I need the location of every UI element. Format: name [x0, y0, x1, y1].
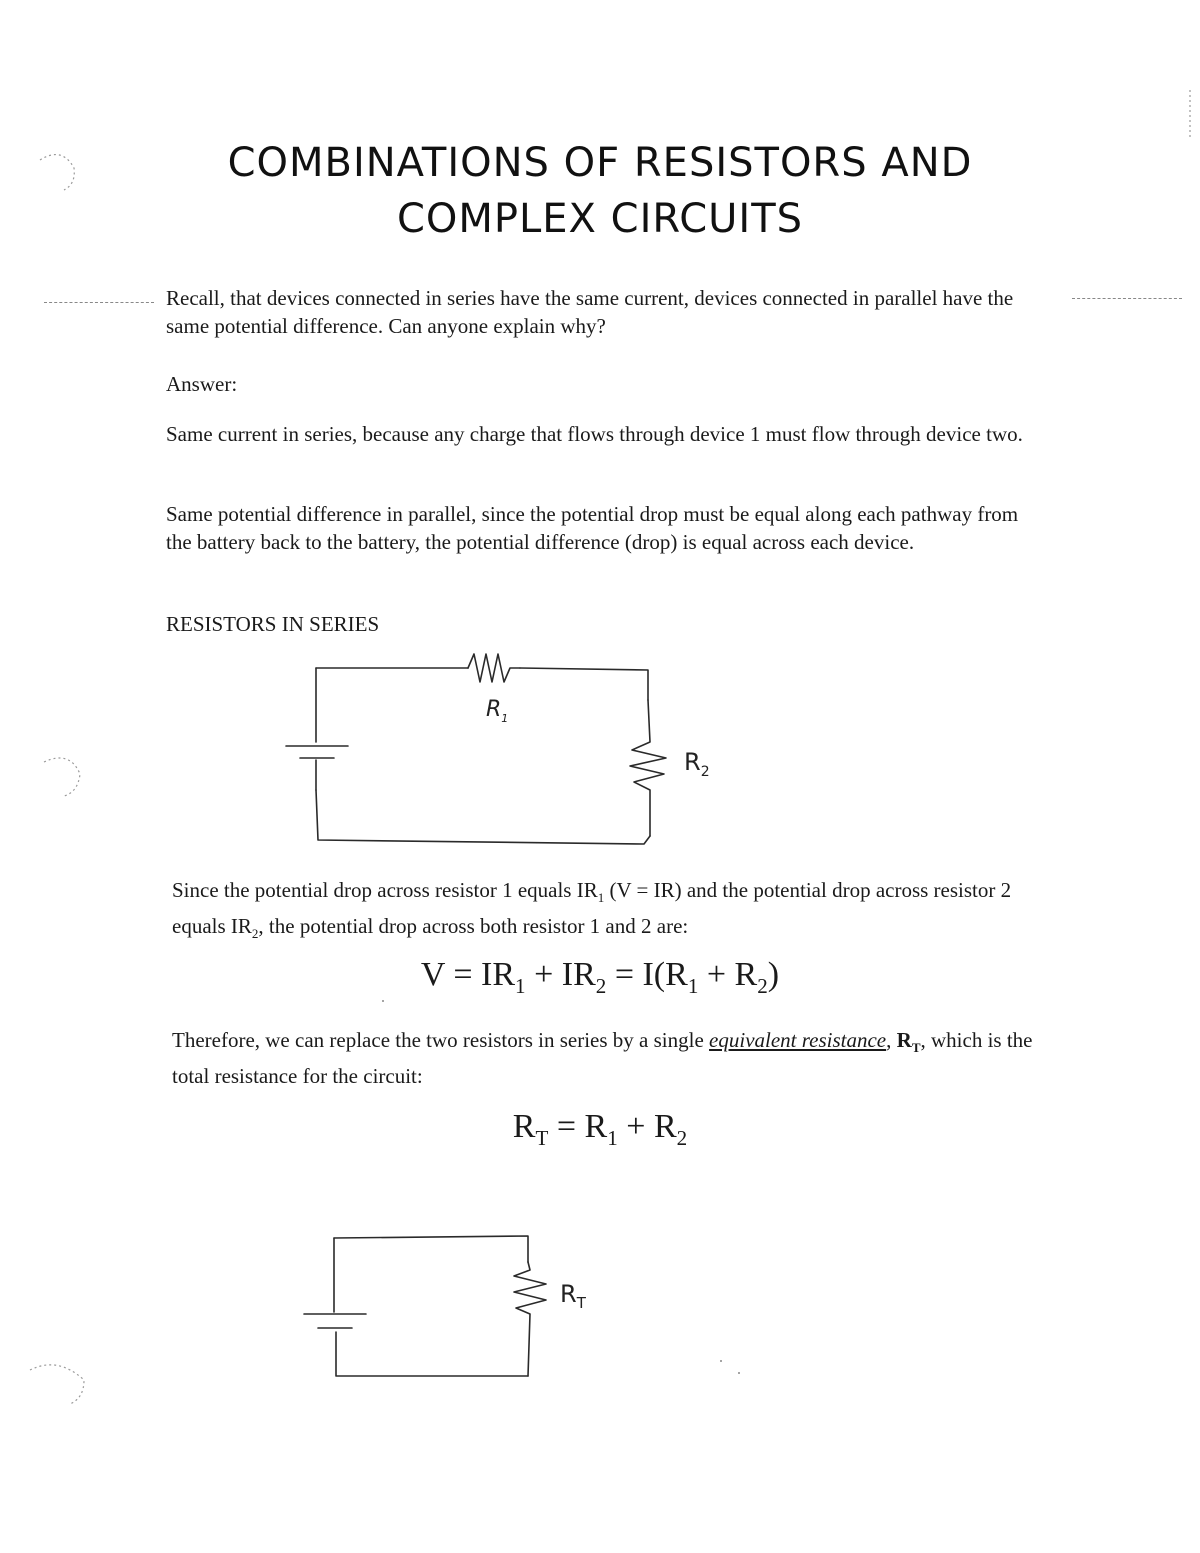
- series-answer-paragraph: Same current in series, because any charge that flows through device 1 must flow through device two.: [166, 422, 1023, 446]
- equivalent-resistance-term: equivalent resistance: [709, 1028, 887, 1052]
- equivalent-resistance-formula: $R_T = R_1 + R_2$: [512, 1108, 688, 1150]
- r2-label: $R_2$: [684, 748, 710, 780]
- therefore-paragraph: Therefore, we can replace the two resistors in series by a single equivalent resistance, $R_T$, which is the total resistance for the circuit:: [172, 1028, 1033, 1089]
- scan-speck: [720, 1360, 722, 1362]
- parallel-answer-paragraph: Same potential difference in parallel, since the potential drop must be equal along each pathway from the battery back to the battery, the potential difference (drop) is equal across each device.: [166, 502, 1019, 554]
- r1-label: $R_1$: [486, 697, 509, 725]
- page-title-line-1: COMBINATIONS OF RESISTORS AND: [227, 140, 973, 186]
- recall-paragraph: Recall, that devices connected in series have the same current, devices connected in parallel have the same potential difference. Can anyone explain why?: [166, 286, 1014, 338]
- scan-speck: [738, 1372, 740, 1374]
- section-heading: RESISTORS IN SERIES: [166, 612, 380, 636]
- answer-label: Answer:: [166, 372, 238, 396]
- since-paragraph: Since the potential drop across resistor 1 equals $IR_1$ (V = IR) and the potential drop across resistor 2 equals $IR_2$, the potential drop across both resistor 1 and 2 are:: [172, 878, 1012, 942]
- page-title-line-2: COMPLEX CIRCUITS: [396, 196, 804, 242]
- rt-label: $R_T$: [560, 1280, 586, 1312]
- series-voltage-formula: $V = IR_1 + IR_2 = I(R_1 + R_2)$: [420, 956, 780, 998]
- scan-speck: [382, 1000, 384, 1002]
